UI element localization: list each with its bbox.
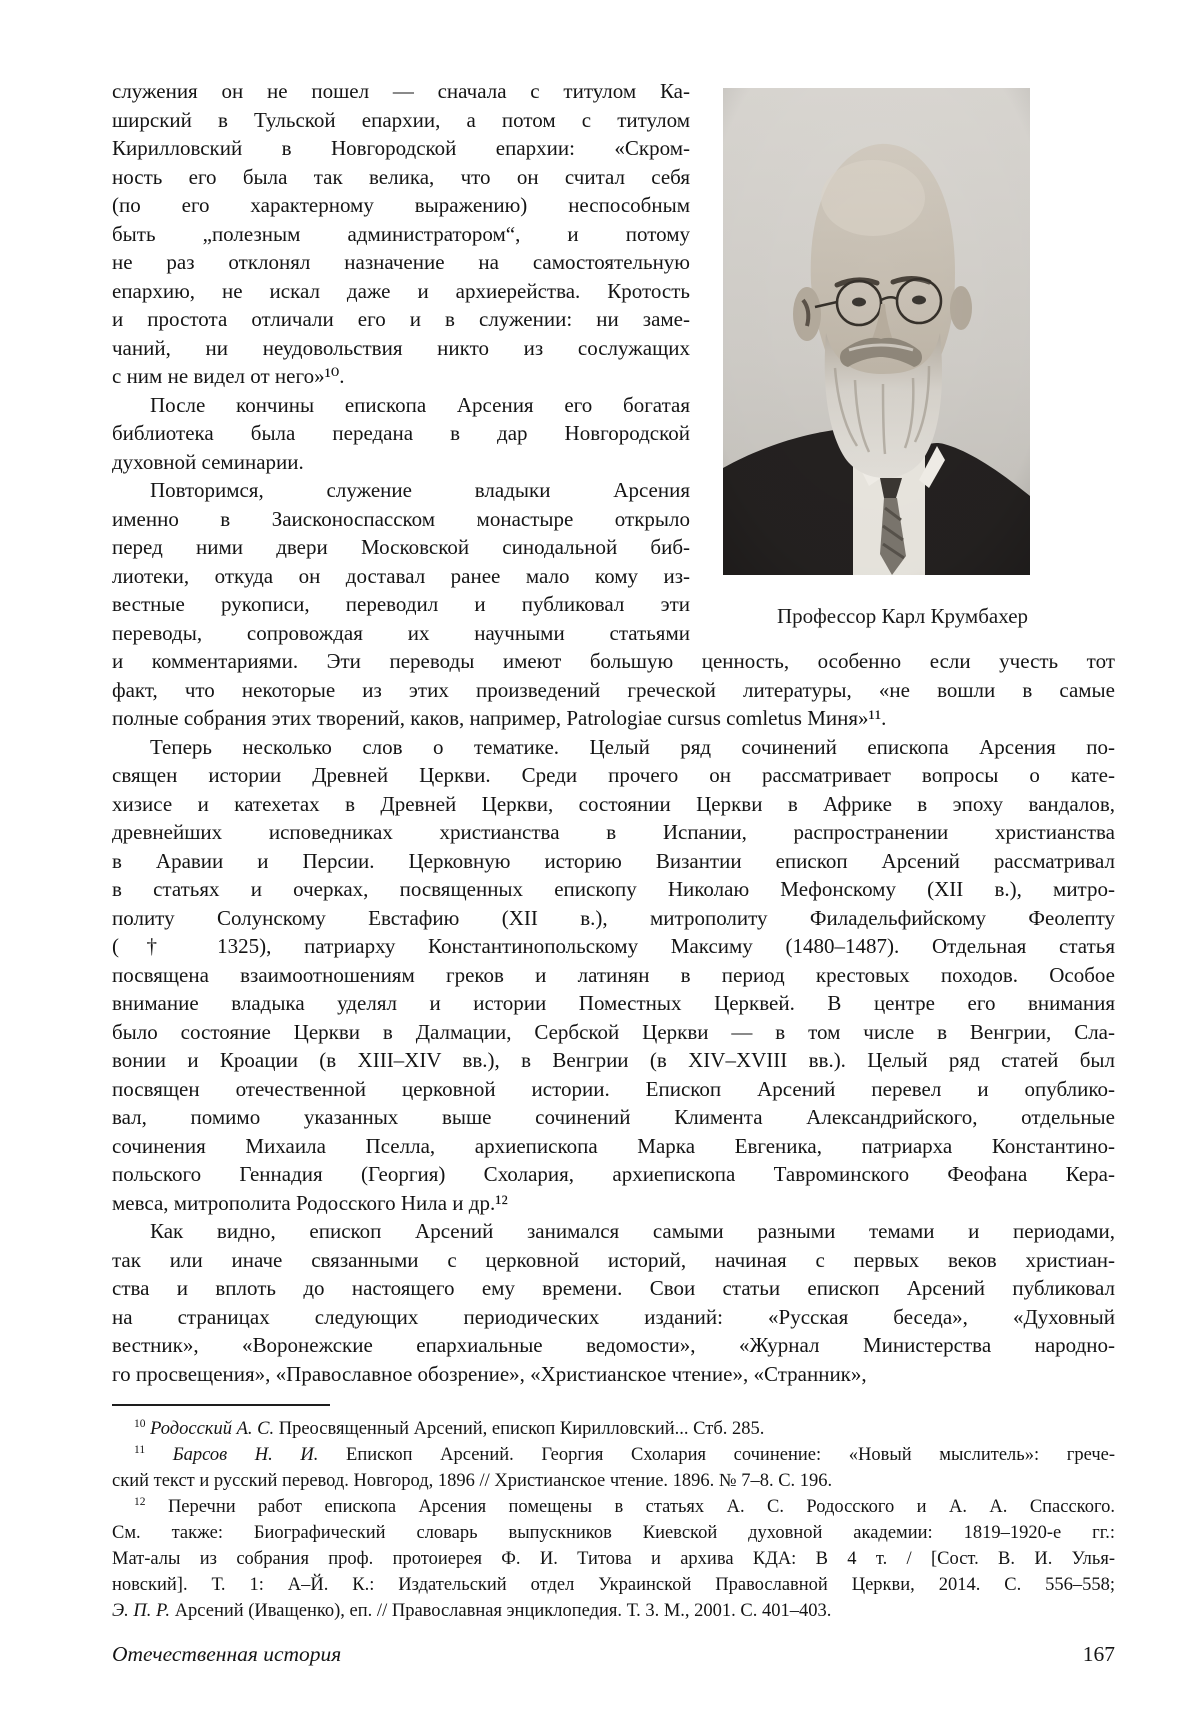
text-line: ства и вплоть до настоящего ему времени. Свои статьи епископ Арсений публиковал: [112, 1276, 1115, 1300]
footnote-text: Преосвященный Арсений, епископ Кирилловский... Стб. 285.: [274, 1419, 765, 1439]
text-line: духовной семинарии.: [112, 449, 304, 474]
text-line: го просвещения», «Православное обозрение», «Христианское чтение», «Странник»,: [112, 1361, 867, 1386]
footnote-text: См. также: Биографический словарь выпускников Киевской духовной академии: 1819–1920-е гг.:: [112, 1523, 1115, 1543]
text-line: не раз отклонял назначение на самостоятельную: [112, 250, 690, 274]
text-line: вестные рукописи, переводил и публиковал эти: [112, 592, 690, 616]
footnote-line: [112, 1572, 1115, 1598]
text-line: было состояние Церкви в Далмации, Сербской Церкви — в том числе в Венгрии, Сла-: [112, 1019, 1115, 1044]
footnote-line: [112, 1546, 1115, 1572]
footnote-line: [112, 1520, 1115, 1546]
footnote-line: [112, 1468, 1115, 1494]
text-line: в Аравии и Персии. Церковную историю Византии епископ Арсений рассматривал: [112, 848, 1115, 873]
text-line: епархию, не искал даже и архиерейства. Кротость: [112, 278, 690, 303]
footnote-line: [112, 1416, 1115, 1442]
text-line: так или иначе связанными с церковной историй, начиная с первых веков христиан-: [112, 1247, 1115, 1272]
text-line: (по его характерному выражению) неспособным: [112, 193, 690, 217]
footnote-author: Барсов Н. И.: [172, 1445, 319, 1465]
text-line: полные собрания этих творений, каков, например, Patrologiae cursus comletus Миня»¹¹.: [112, 706, 887, 730]
text-line: посвящена взаимоотношениям греков и латинян в период крестовых походов. Особое: [112, 962, 1115, 987]
footnote-line: [112, 1598, 1115, 1624]
footnote-text: Арсений (Иващенко), еп. // Православная энциклопедия. Т. 3. М., 2001. С. 401–403.: [170, 1601, 832, 1621]
page-content: [112, 77, 1115, 1624]
text-line: Кирилловский в Новгородской епархии: «Скром-: [112, 136, 690, 160]
footnote-text: Епископ Арсений. Георгия Схолария сочинение: «Новый мыслитель»: грече-: [318, 1445, 1116, 1465]
text-line: на страницах следующих периодических изданий: «Русская беседа», «Духовный: [112, 1304, 1115, 1329]
text-line: библиотека была передана в дар Новгородской: [112, 421, 690, 445]
text-line: перед ними двери Московской синодальной биб-: [112, 535, 690, 559]
text-line: в статьях и очерках, посвященных епископу Николаю Мефонскому (XII в.), митро-: [112, 877, 1115, 901]
text-line: политу Солунскому Евстафию (XII в.), митрополиту Филадельфийскому Феолепту: [112, 905, 1115, 930]
text-line: хизисе и катехетах в Древней Церкви, состоянии Церкви в Африке в эпоху вандалов,: [112, 791, 1115, 816]
footnote-text: Перечни работ епископа Арсения помещены в статьях А. С. Родосского и А. А. Спасского.: [167, 1497, 1115, 1517]
text-line: († 1325), патриарху Константинопольскому Максиму (1480–1487). Отдельная статья: [112, 934, 1115, 958]
portrait-figure: [690, 88, 1115, 629]
body-text: [112, 77, 1115, 1388]
text-line: и простота отличали его и в служении: ни заме-: [112, 307, 690, 331]
text-line: священ истории Древней Церкви. Среди прочего он рассматривает вопросы о кате-: [112, 763, 1115, 787]
portrait-photo: [723, 88, 1030, 575]
page-footer: [112, 1640, 1115, 1668]
text-line: факт, что некоторые из этих произведений греческой литературы, «не вошли в самые: [112, 677, 1115, 702]
footnote-text: новский]. Т. 1: А–Й. К.: Издательский отдел Украинской Православной Церкви, 2014. С. 556–558;: [112, 1575, 1115, 1595]
text-line: лиотеки, откуда он доставал ранее мало кому из-: [112, 563, 690, 588]
footnote-text: Мат-алы из собрания проф. протоиерея Ф. И. Титова и архива КДА: В 4 т. / [Сост. В. И. Улья-: [112, 1549, 1115, 1569]
text-line: быть „полезным администратором“, и потому: [112, 221, 690, 246]
footnotes: [112, 1416, 1115, 1624]
text-line: ность его была так велика, что он считал себя: [112, 164, 690, 189]
text-line: чаний, ни неудовольствия никто из сослужащих: [112, 335, 690, 360]
text-line: служения он не пошел — сначала с титулом Ка-: [112, 79, 690, 103]
footnote-marker: 11: [134, 1443, 146, 1456]
text-line: вонии и Кроации (в XIII–XIV вв.), в Венгрии (в XIV–XVIII вв.). Целый ряд статей был: [112, 1048, 1115, 1072]
text-line: сочинения Михаила Пселла, архиепископа Марка Евгеника, патриарха Константино-: [112, 1133, 1115, 1158]
text-line: внимание владыка уделял и истории Поместных Церквей. В центре его внимания: [112, 991, 1115, 1015]
text-line: переводы, сопровождая их научными статьями: [112, 620, 690, 645]
footnote-author: Родосский А. С.: [150, 1419, 275, 1439]
footnote-marker: 12: [134, 1495, 146, 1508]
text-line: и комментариями. Эти переводы имеют большую ценность, особенно если учесть тот: [112, 649, 1115, 673]
text-line: После кончины епископа Арсения его богатая: [150, 392, 690, 417]
running-title: Отечественная история: [112, 1642, 342, 1666]
footnote-line: [112, 1494, 1115, 1520]
text-line: вал, помимо указанных выше сочинений Климента Александрийского, отдельные: [112, 1105, 1115, 1129]
photo-caption: Профессор Карл Крумбахер: [776, 604, 1029, 628]
text-line: ширский в Тульской епархии, а потом с титулом: [112, 107, 690, 132]
text-line: польского Геннадия (Георгия) Схолария, архиепископа Тавроминского Феофана Кера-: [112, 1162, 1115, 1186]
text-line: мевса, митрополита Родосского Нила и др.¹²: [112, 1190, 508, 1215]
text-line: вестник», «Воронежские епархиальные ведомости», «Журнал Министерства народно-: [112, 1333, 1115, 1357]
text-line: именно в Заисконоспасском монастыре открыло: [112, 506, 690, 531]
text-line: Повторимся, служение владыки Арсения: [150, 478, 690, 502]
text-line: Теперь несколько слов о тематике. Целый ряд сочинений епископа Арсения по-: [150, 734, 1115, 759]
text-line: Как видно, епископ Арсений занимался самыми разными темами и периодами,: [150, 1219, 1115, 1243]
text-line: древнейших исповедниках христианства в Испании, распространении христианства: [112, 820, 1115, 844]
footnote-line: [112, 1442, 1115, 1468]
footnote-text: ский текст и русский перевод. Новгород, 1896 // Христианское чтение. 1896. № 7–8. С. 196.: [112, 1471, 833, 1491]
text-line: с ним не видел от него»¹⁰.: [112, 364, 345, 388]
footnote-separator: [112, 1404, 330, 1406]
footnote-marker: 10: [134, 1417, 146, 1430]
text-line: посвящен отечественной церковной истории. Епископ Арсений перевел и опублико-: [112, 1076, 1115, 1101]
footnote-author: Э. П. Р.: [112, 1601, 171, 1621]
page-number: 167: [1082, 1642, 1115, 1666]
